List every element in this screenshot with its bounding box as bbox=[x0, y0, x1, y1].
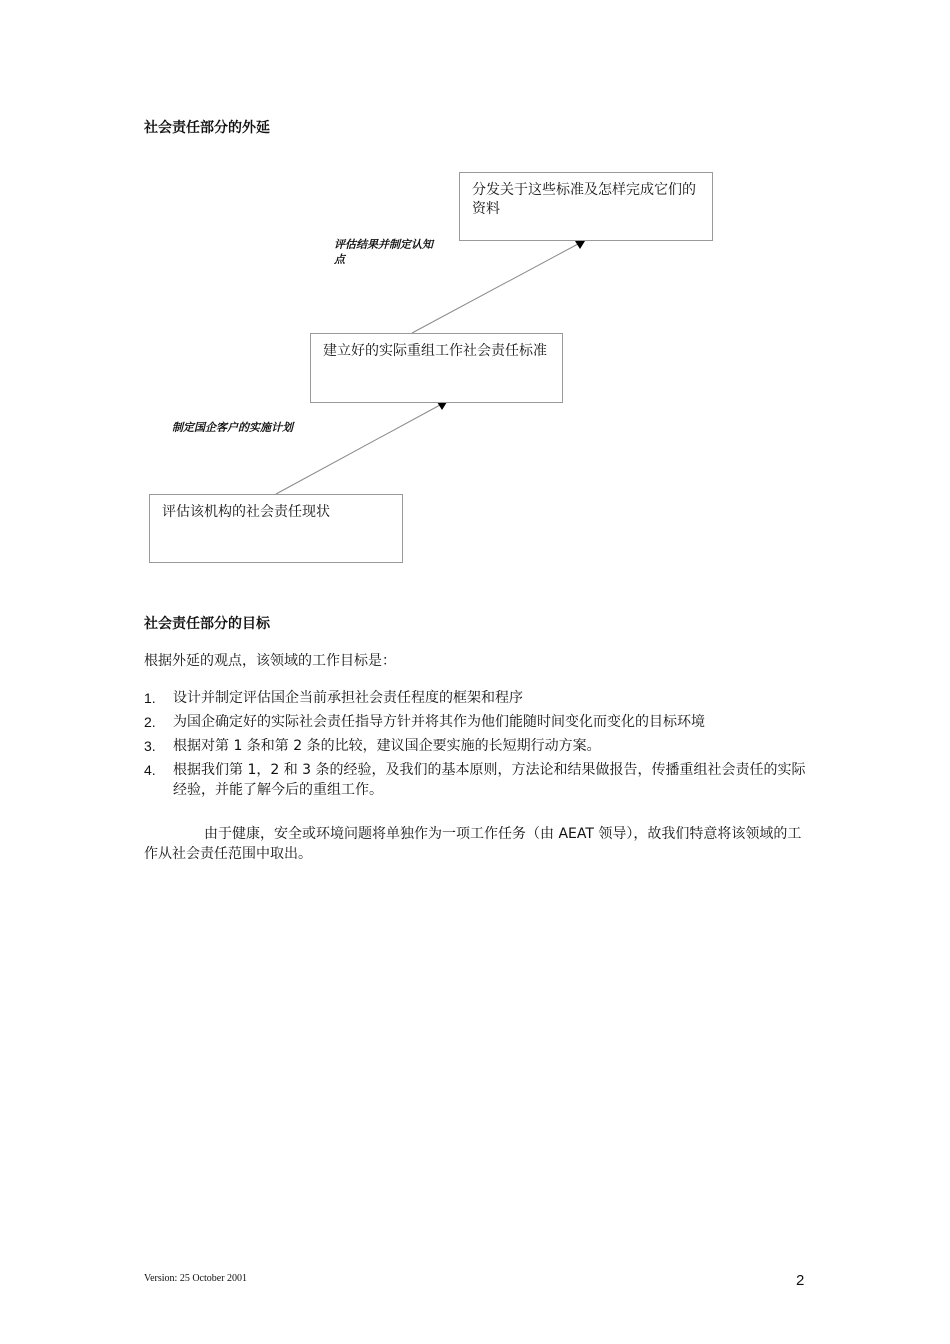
list-item bbox=[144, 712, 809, 732]
connector-lower bbox=[276, 405, 440, 494]
diagram-box-top: 分发关于这些标准及怎样完成它们的资料 bbox=[459, 172, 713, 241]
diagram-connectors bbox=[0, 0, 950, 600]
list-item bbox=[144, 736, 809, 756]
list-number: 2. bbox=[144, 714, 156, 730]
list-item bbox=[144, 760, 809, 800]
list-text: 为国企确定好的实际社会责任指导方针并将其作为他们能随时间变化而变化的目标环境 bbox=[173, 714, 705, 730]
section-heading-goals: 社会责任部分的目标 bbox=[144, 616, 270, 632]
list-text: 根据我们第 1，2 和 3 条的经验，及我们的基本原则，方法论和结果做报告，传播重组社会责任的实际经验，并能了解今后的重组工作。 bbox=[173, 762, 806, 798]
diagram-box-middle: 建立好的实际重组工作社会责任标准 bbox=[310, 333, 563, 403]
closing-paragraph: 由于健康，安全或环境问题将单独作为一项工作任务（由 AEAT 领导），故我们特意将该领域的工作从社会责任范围中取出。 bbox=[144, 826, 802, 862]
goals-list bbox=[144, 688, 809, 804]
diagram-label-upper: 评估结果并制定认知点 bbox=[334, 238, 433, 266]
footer-version: Version: 25 October 2001 bbox=[144, 1273, 248, 1284]
page-number: 2 bbox=[796, 1272, 805, 1289]
diagram-box-bottom: 评估该机构的社会责任现状 bbox=[149, 494, 403, 563]
list-number: 3. bbox=[144, 738, 156, 754]
diagram-label-lower: 制定国企客户的实施计划 bbox=[172, 421, 293, 434]
section-heading-extension: 社会责任部分的外延 bbox=[144, 120, 270, 136]
intro-text: 根据外延的观点，该领域的工作目标是： bbox=[144, 653, 396, 669]
list-text: 根据对第 1 条和第 2 条的比较，建议国企要实施的长短期行动方案。 bbox=[173, 738, 601, 754]
list-text: 设计并制定评估国企当前承担社会责任程度的框架和程序 bbox=[173, 690, 523, 706]
list-number: 4. bbox=[144, 762, 156, 778]
list-item bbox=[144, 688, 809, 708]
list-number: 1. bbox=[144, 690, 156, 706]
